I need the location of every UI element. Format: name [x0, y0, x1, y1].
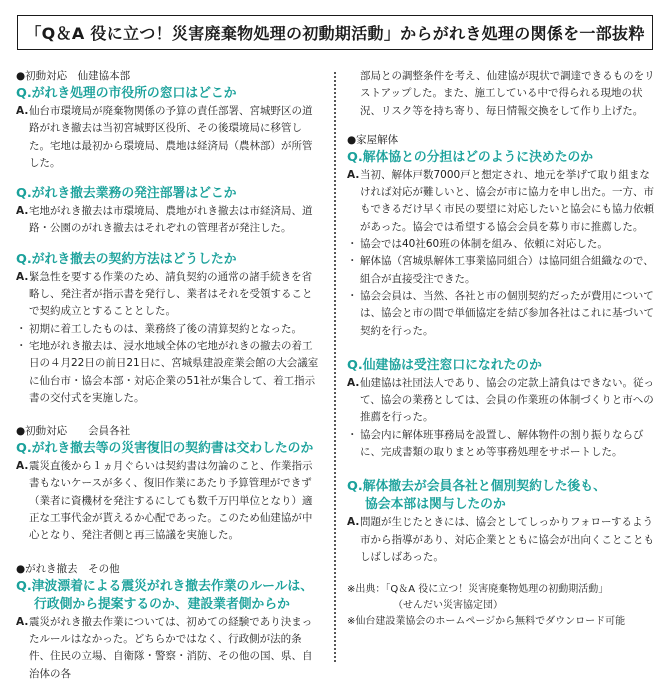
- section-individual-contracts: [347, 478, 657, 566]
- section-heading: ●がれき撤去 その他: [16, 562, 120, 575]
- bullet-text: 協会内に解体班事務局を設置し、解体物件の割り振りならびに、完成書類の取りまとめ等事務処理をサポートした。: [360, 428, 644, 459]
- left-column: [16, 68, 322, 683]
- question-line: Q.津波漂着による震災がれき撤去作業のルールは、: [16, 578, 314, 594]
- answer-block: [16, 103, 322, 172]
- bullet-item: [16, 338, 322, 407]
- answer-mark: A.: [16, 270, 29, 283]
- bullet-text: 宅地がれき撤去は、浸水地域全体の宅地がれきの撤去の着工日の４月22日の前日21日に、宮城県建設産業会館の大会議室に仙台市・協会本部・対応企業の51社が集合して、着工指示書の交付式を実施した。: [29, 339, 319, 404]
- bullet-mark: ・: [16, 322, 27, 335]
- answer-block: [347, 167, 657, 236]
- question-heading: Q.がれき処理の市役所の窓口はどこか: [16, 86, 237, 101]
- answer-text: 問題が生じたときには、協会としてしっかりフォローするよう市から指導があり、対応企業とともに協会が出向くことこともしばしばあった。: [360, 516, 654, 563]
- question-heading: [347, 478, 657, 514]
- answer-block: [347, 375, 657, 427]
- answer-block: [347, 514, 657, 566]
- answer-text: 当初、解体戸数7000戸と想定され、地元を挙げて取り組まなければ対応が難しいと、協会が市に協力を申し出た。一方、市もできるだけ早く市民の要望に対応したいと協会にも協力依頼があった。協会では希望する協会会員を募り市に推薦した。: [360, 168, 654, 233]
- answer-block: [16, 269, 322, 321]
- answer-mark: A.: [16, 105, 29, 117]
- answer-block: [16, 614, 322, 683]
- answer-text: 仙建協は社団法人であり、協会の定款上請負はできない。従って、協会の業務としては、会員の作業班の体制づくりと市への推薦を行った。: [360, 376, 654, 424]
- question-heading: Q.がれき撤去業務の発注部署はどこか: [16, 186, 237, 202]
- question-line: Q.解体撤去が会員各社と個別契約した後も、: [347, 479, 606, 495]
- question-line: 協会本部は関与したのか: [365, 497, 506, 513]
- source-notes: [347, 582, 657, 630]
- answer-block: [16, 203, 322, 238]
- bullet-item: [16, 321, 322, 338]
- answer-mark: A.: [16, 205, 29, 218]
- answer-mark: A.: [16, 460, 29, 473]
- answer-block: [16, 458, 322, 544]
- section-heading: ●家屋解体: [347, 133, 399, 146]
- bullet-mark: ・: [16, 339, 27, 352]
- continued-answer-text: 部局との調整条件を考え、仙建協が現状で調達できるものをリストアップした。また、施工している中で得られる現地の状況、リスク等を持ち寄り、毎日情報交換をして作り上げた。: [360, 70, 655, 117]
- answer-text: 宅地がれき撤去は市環境局、農地がれき撤去は市経済局、道路・公園のがれき撤去はそれぞれの管理者が発注した。: [29, 205, 313, 235]
- section-house-demolition: [347, 132, 657, 340]
- right-column: [347, 68, 657, 630]
- answer-mark: A.: [16, 615, 29, 628]
- question-heading: Q.解体協との分担はどのように決めたのか: [347, 149, 594, 165]
- bullet-item: [347, 427, 657, 462]
- bullet-mark: ・: [347, 289, 358, 302]
- source-note-line: ※出典：「Q＆A 役に立つ！災害廃棄物処理の初動期活動」: [347, 584, 609, 596]
- section-heading: ●初動対応 会員各社: [16, 425, 131, 438]
- bullet-item: [347, 288, 657, 340]
- answer-mark: A.: [347, 168, 360, 181]
- answer-text: 震災直後から１ヵ月ぐらいは契約書は勿論のこと、作業指示書もないケースが多く、復旧作業にあたり予算管理ができず（業者に資機材を発注するにしても数千万円単位となり）適正な工事代金が貰えるか心配であった。このため仙建協が中心となり、発注者側と再三協議を実施した。: [29, 460, 313, 542]
- bullet-text: 協会では40社60班の体制を組み、依頼に対応した。: [360, 238, 608, 251]
- section-heading: ●初動対応 仙建協本部: [16, 70, 131, 82]
- answer-mark: A.: [347, 516, 360, 529]
- bullet-text: 協会会員は、当然、各社と市の個別契約だったが費用については、協会と市の間で単価協定を結び参加各社はこれに基づいて契約を行った。: [360, 289, 654, 337]
- section-debris-other: [16, 561, 322, 683]
- section-window: [347, 357, 657, 461]
- bullet-text: 解体協（宮城県解体工事業協同組合）は協同組合組織なので、組合が直接受注できた。: [360, 255, 654, 285]
- bullet-item: [347, 253, 657, 288]
- answer-text: 仙台市環境局が廃棄物関係の予算の責任部署、宮城野区の道路がれき撤去は当初宮城野区役所、その後環境局に移管した。宅地は最初から環境局、農地は経済局（農林部）が所管した。: [29, 105, 313, 169]
- source-note-line: （せんだい災害協定団）: [393, 600, 503, 612]
- bullet-mark: ・: [347, 255, 358, 268]
- answer-mark: A.: [347, 376, 360, 389]
- section-initial-response-hq: [16, 68, 322, 407]
- column-divider: [334, 72, 336, 662]
- page-title: 「Q＆A 役に立つ！災害廃棄物処理の初動期活動」からがれき処理の関係を一部抜粋: [17, 15, 653, 50]
- question-heading: [16, 578, 322, 614]
- answer-text: 緊急性を要する作業のため、請負契約の通常の諸手続きを省略し、発注者が指示書を発行し、業者はそれを受領することで契約成立とすることとした。: [29, 270, 313, 318]
- bullet-mark: ・: [347, 238, 358, 251]
- bullet-item: [347, 236, 657, 253]
- section-initial-response-members: [16, 423, 322, 544]
- question-heading: Q.がれき撤去の契約方法はどうしたか: [16, 251, 237, 267]
- question-line: 行政側から提案するのか、建設業者側からか: [34, 596, 290, 612]
- download-note-line: ※仙台建設業協会のホームページから無料でダウンロード可能: [347, 616, 626, 628]
- bullet-text: 初期に着工したものは、業務終了後の清算契約となった。: [29, 322, 302, 335]
- answer-text: 震災がれき撤去作業については、初めての経験であり決まったルールはなかった。どちらかではなく、行政側が法的条件、住民の立場、自衛隊・警察・消防、その他の国、県、自治体の各: [29, 615, 313, 680]
- question-heading: Q.仙建協は受注窓口になれたのか: [347, 357, 542, 373]
- question-heading: Q.がれき撤去等の災害復旧の契約書は交わしたのか: [16, 441, 314, 457]
- bullet-mark: ・: [347, 428, 358, 441]
